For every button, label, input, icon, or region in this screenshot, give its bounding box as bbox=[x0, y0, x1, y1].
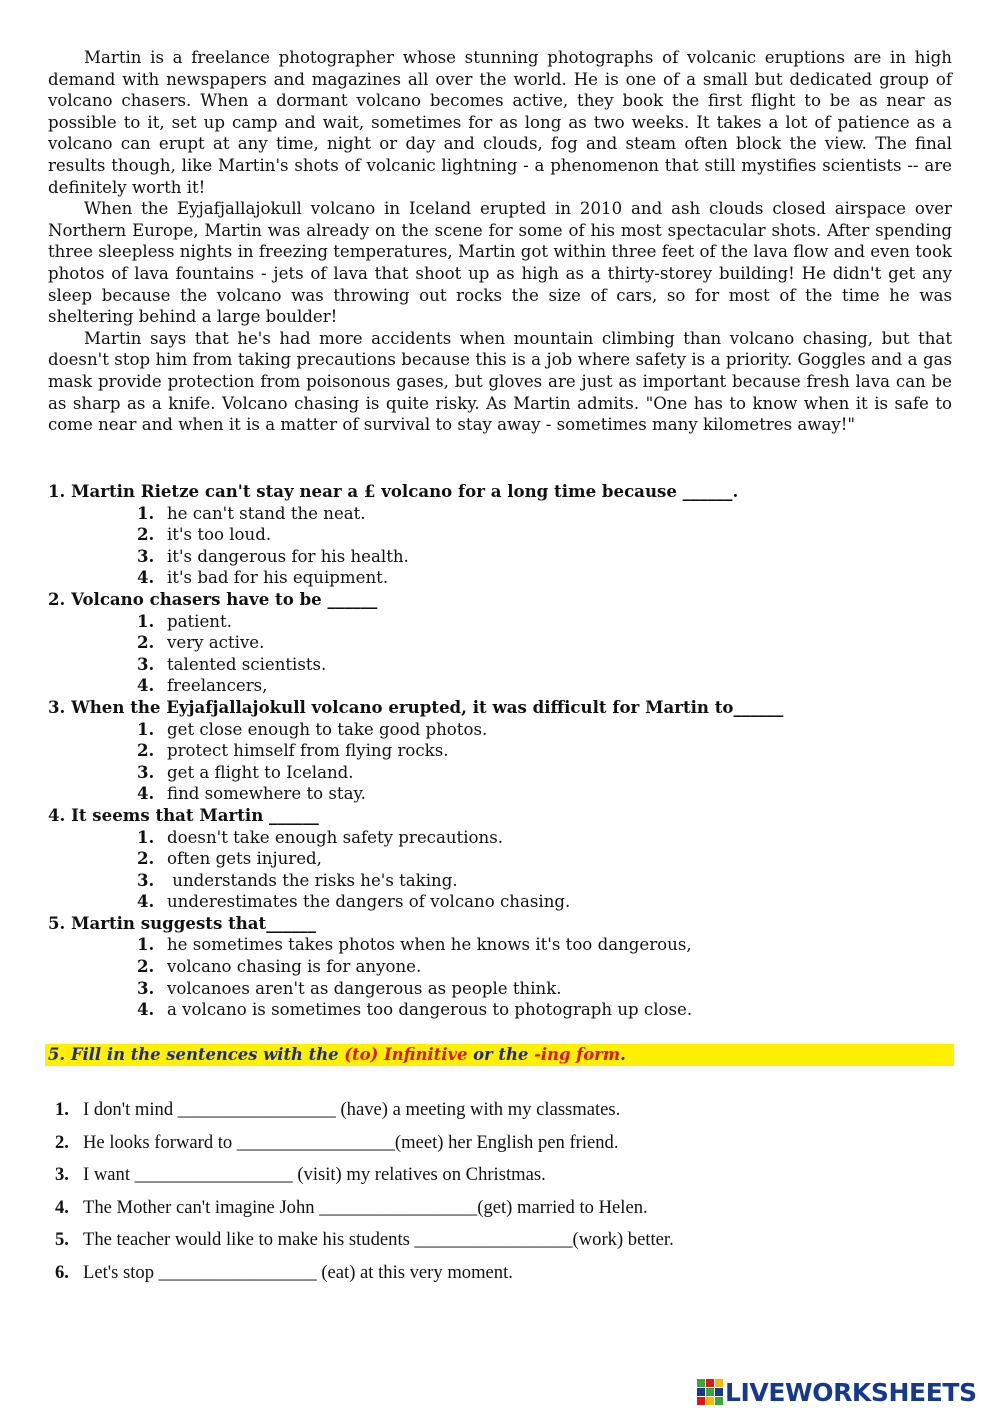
answer-option[interactable] bbox=[137, 546, 952, 568]
item-number: 6. bbox=[55, 1261, 69, 1283]
fill-item[interactable] bbox=[55, 1162, 674, 1195]
answer-option[interactable] bbox=[137, 848, 952, 870]
answer-option[interactable] bbox=[137, 740, 952, 762]
option-text: he can't stand the neat. bbox=[167, 503, 366, 523]
item-text: Let's stop _________________ (eat) at this very moment. bbox=[83, 1261, 513, 1283]
liveworksheets-logo-icon bbox=[697, 1379, 723, 1405]
option-text: volcanoes aren't as dangerous as people think. bbox=[167, 978, 562, 998]
multiple-choice-section bbox=[48, 481, 952, 1021]
option-number: 2. bbox=[137, 632, 155, 653]
answer-option[interactable] bbox=[137, 632, 952, 654]
option-text: volcano chasing is for anyone. bbox=[167, 957, 422, 977]
option-number: 1. bbox=[137, 610, 155, 631]
liveworksheets-logo bbox=[697, 1377, 993, 1407]
option-text: get a flight to Iceland. bbox=[167, 762, 354, 782]
option-number: 1. bbox=[137, 934, 155, 955]
option-number: 3. bbox=[137, 545, 155, 566]
option-number: 2. bbox=[137, 524, 155, 545]
option-text: very active. bbox=[167, 633, 265, 653]
reading-passage bbox=[48, 47, 952, 436]
heading-part: 5. Fill in the sentences with the bbox=[48, 1045, 345, 1064]
question-1 bbox=[48, 481, 952, 589]
option-number: 4. bbox=[137, 999, 155, 1020]
option-text: underestimates the dangers of volcano chasing. bbox=[167, 892, 571, 912]
answer-option[interactable] bbox=[137, 870, 952, 892]
item-number: 3. bbox=[55, 1164, 69, 1186]
passage-paragraph: Martin is a freelance photographer whose stunning photographs of volcanic eruptions are in high demand with newspapers and magazines all over the world. He is one of a small but dedicated group of volcano chasers. When a dormant volcano becomes active, they book the first flight to be as near as possible to it, set up camp and wait, sometimes for as long as two weeks. It takes a lot of patience as a volcano can erupt at any time, night or day and clouds, fog and steam often block the view. The final results though, like Martin's shots of volcanic lightning - a phenomenon that still mystifies scientists -- are definitely worth it! bbox=[48, 48, 952, 197]
heading-part-highlight: (to) Infinitive bbox=[344, 1045, 468, 1064]
answer-option[interactable] bbox=[137, 524, 952, 546]
question-2 bbox=[48, 589, 952, 697]
option-number: 2. bbox=[137, 740, 155, 761]
heading-part-highlight: -ing form bbox=[534, 1045, 621, 1064]
question-stem: 4. It seems that Martin ______ bbox=[48, 804, 319, 825]
fill-in-exercise bbox=[55, 1097, 674, 1293]
answer-option[interactable] bbox=[137, 503, 952, 525]
option-text: doesn't take enough safety precautions. bbox=[167, 827, 503, 847]
logo-wordmark: LIVEWORKSHEETS bbox=[725, 1377, 977, 1407]
question-stem: 1. Martin Rietze can't stay near a £ volcano for a long time because ______. bbox=[48, 481, 739, 501]
item-text: I want _________________ (visit) my relatives on Christmas. bbox=[83, 1164, 546, 1186]
question-stem: 2. Volcano chasers have to be ______ bbox=[48, 588, 378, 609]
option-text: a volcano is sometimes too dangerous to photograph up close. bbox=[167, 1000, 693, 1020]
question-stem: 3. When the Eyjafjallajokull volcano erupted, it was difficult for Martin to______ bbox=[48, 696, 784, 717]
option-number: 1. bbox=[137, 718, 155, 739]
option-number: 2. bbox=[137, 956, 155, 977]
option-text: find somewhere to stay. bbox=[167, 784, 366, 804]
option-text: freelancers, bbox=[167, 676, 268, 696]
answer-option[interactable] bbox=[137, 611, 952, 633]
question-5 bbox=[48, 913, 952, 1021]
option-text: patient. bbox=[167, 611, 232, 631]
answer-option[interactable] bbox=[137, 567, 952, 589]
option-number: 3. bbox=[137, 761, 155, 782]
option-text: talented scientists. bbox=[167, 654, 327, 674]
item-number: 5. bbox=[55, 1229, 69, 1251]
option-number: 1. bbox=[137, 502, 155, 523]
question-stem: 5. Martin suggests that______ bbox=[48, 912, 316, 933]
option-number: 2. bbox=[137, 848, 155, 869]
answer-option[interactable] bbox=[137, 956, 952, 978]
fill-item[interactable] bbox=[55, 1130, 674, 1163]
option-text: it's too loud. bbox=[167, 525, 272, 545]
passage-paragraph: Martin says that he's had more accidents when mountain climbing than volcano chasing, but that doesn't stop him from taking precautions because this is a job where safety is a priority. Goggles and a gas mask provide protection from poisonous gases, but gloves are just as important because fresh lava can be as sharp as a knife. Volcano chasing is quite risky. As Martin admits. "One has to know when it is safe to come near and when it is a matter of survival to stay away - sometimes many kilometres away!" bbox=[48, 328, 952, 435]
item-text: The teacher would like to make his students _________________(work) better. bbox=[83, 1229, 674, 1251]
option-text: protect himself from flying rocks. bbox=[167, 741, 449, 761]
option-text: he sometimes takes photos when he knows it's too dangerous, bbox=[167, 935, 692, 955]
fill-item[interactable] bbox=[55, 1227, 674, 1260]
option-number: 4. bbox=[137, 891, 155, 912]
option-text: often gets injured, bbox=[167, 849, 322, 869]
fill-item[interactable] bbox=[55, 1097, 674, 1130]
fill-item[interactable] bbox=[55, 1195, 674, 1228]
option-number: 3. bbox=[137, 869, 155, 890]
option-number: 4. bbox=[137, 567, 155, 588]
question-3 bbox=[48, 697, 952, 805]
option-text: it's dangerous for his health. bbox=[167, 546, 409, 566]
answer-option[interactable] bbox=[137, 891, 952, 913]
answer-option[interactable] bbox=[137, 654, 952, 676]
option-text: understands the risks he's taking. bbox=[167, 870, 458, 890]
option-number: 4. bbox=[137, 675, 155, 696]
option-number: 3. bbox=[137, 653, 155, 674]
item-text: He looks forward to _________________(meet) her English pen friend. bbox=[83, 1131, 619, 1153]
heading-part: . bbox=[620, 1045, 626, 1064]
answer-option[interactable] bbox=[137, 675, 952, 697]
item-number: 4. bbox=[55, 1196, 69, 1218]
option-number: 1. bbox=[137, 826, 155, 847]
item-number: 1. bbox=[55, 1099, 69, 1120]
option-text: it's bad for his equipment. bbox=[167, 568, 389, 588]
item-text: I don't mind _________________ (have) a meeting with my classmates. bbox=[83, 1099, 621, 1120]
answer-option[interactable] bbox=[137, 978, 952, 1000]
answer-option[interactable] bbox=[137, 934, 952, 956]
question-4 bbox=[48, 805, 952, 913]
option-text: get close enough to take good photos. bbox=[167, 719, 488, 739]
answer-option[interactable] bbox=[137, 719, 952, 741]
option-number: 3. bbox=[137, 977, 155, 998]
option-number: 4. bbox=[137, 783, 155, 804]
item-text: The Mother can't imagine John _________________(get) married to Helen. bbox=[83, 1196, 648, 1218]
exercise-heading bbox=[45, 1044, 954, 1066]
heading-part: or the bbox=[467, 1045, 535, 1064]
answer-option[interactable] bbox=[137, 762, 952, 784]
fill-item[interactable] bbox=[55, 1260, 674, 1293]
answer-option[interactable] bbox=[137, 827, 952, 849]
item-number: 2. bbox=[55, 1131, 69, 1153]
answer-option[interactable] bbox=[137, 999, 952, 1021]
passage-paragraph: When the Eyjafjallajokull volcano in Iceland erupted in 2010 and ash clouds closed airspace over Northern Europe, Martin was already on the scene for some of his most spectacular shots. After spending three sleepless nights in freezing temperatures, Martin got within three feet of the lava flow and even took photos of lava fountains - jets of lava that shoot up as high as a thirty-storey building! He didn't get any sleep because the volcano was throwing out rocks the size of cars, so for most of the time he was sheltering behind a large boulder! bbox=[48, 199, 952, 327]
answer-option[interactable] bbox=[137, 783, 952, 805]
